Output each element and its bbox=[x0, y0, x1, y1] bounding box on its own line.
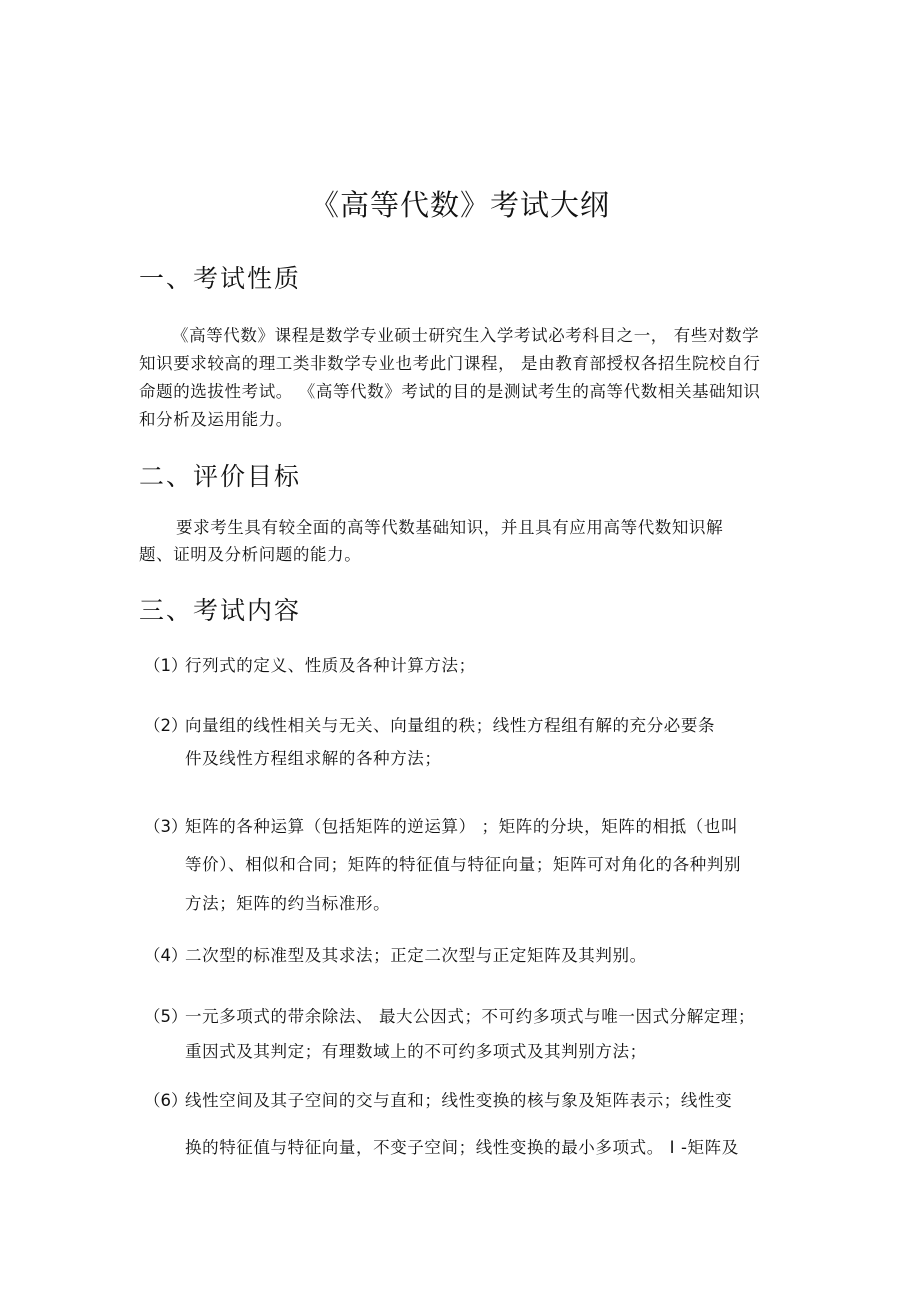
item-number: （5） bbox=[144, 1007, 188, 1026]
item-line: 矩阵的各种运算（包括矩阵的逆运算） ；矩阵的分块，矩阵的相抵（也叫 bbox=[185, 817, 739, 836]
item-line: 重因式及其判定；有理数域上的不可约多项式及其判别方法； bbox=[185, 1042, 647, 1061]
paragraph-line: 《高等代数》课程是数学专业硕士研究生入学考试必考科目之一， 有些对数学 bbox=[172, 326, 760, 345]
item-line: 二次型的标准型及其求法；正定二次型与正定矩阵及其判别。 bbox=[185, 946, 647, 965]
section-heading-content: 三、考试内容 bbox=[139, 596, 302, 625]
item-number: （4） bbox=[144, 946, 188, 965]
document-title: 《高等代数》考试大纲 bbox=[309, 188, 610, 222]
paragraph-line: 和分析及运用能力。 bbox=[139, 410, 293, 429]
paragraph-line: 题、证明及分析问题的能力。 bbox=[139, 545, 362, 564]
item-number: （3） bbox=[144, 817, 188, 836]
item-line: 向量组的线性相关与无关、向量组的秩；线性方程组有解的充分必要条 bbox=[185, 716, 716, 735]
paragraph-line: 命题的选拔性考试。 《高等代数》考试的目的是测试考生的高等代数相关基础知识 bbox=[139, 382, 761, 401]
section-heading-goals: 二、评价目标 bbox=[139, 462, 302, 491]
paragraph-line: 知识要求较高的理工类非数学专业也考此门课程， 是由教育部授权各招生院校自行 bbox=[139, 354, 761, 373]
item-line: 等价）、相似和合同；矩阵的特征值与特征向量；矩阵可对角化的各种判别 bbox=[185, 855, 742, 874]
item-number: （1） bbox=[144, 656, 188, 675]
item-number: （6） bbox=[144, 1091, 188, 1110]
item-number: （2） bbox=[144, 716, 188, 735]
item-line: 行列式的定义、性质及各种计算方法； bbox=[185, 656, 476, 675]
item-line: 件及线性方程组求解的各种方法； bbox=[185, 749, 442, 768]
item-line: 方法；矩阵的约当标准形。 bbox=[185, 894, 391, 913]
item-line: 一元多项式的带余除法、 最大公因式；不可约多项式与唯一因式分解定理； bbox=[185, 1007, 756, 1026]
item-line: 线性空间及其子空间的交与直和；线性变换的核与象及矩阵表示；线性变 bbox=[185, 1091, 733, 1110]
item-line: 换的特征值与特征向量，不变子空间；线性变换的最小多项式。 I -矩阵及 bbox=[185, 1138, 739, 1157]
section-heading-nature: 一、考试性质 bbox=[139, 264, 302, 293]
paragraph-line: 要求考生具有较全面的高等代数基础知识，并且具有应用高等代数知识解 bbox=[176, 518, 724, 537]
